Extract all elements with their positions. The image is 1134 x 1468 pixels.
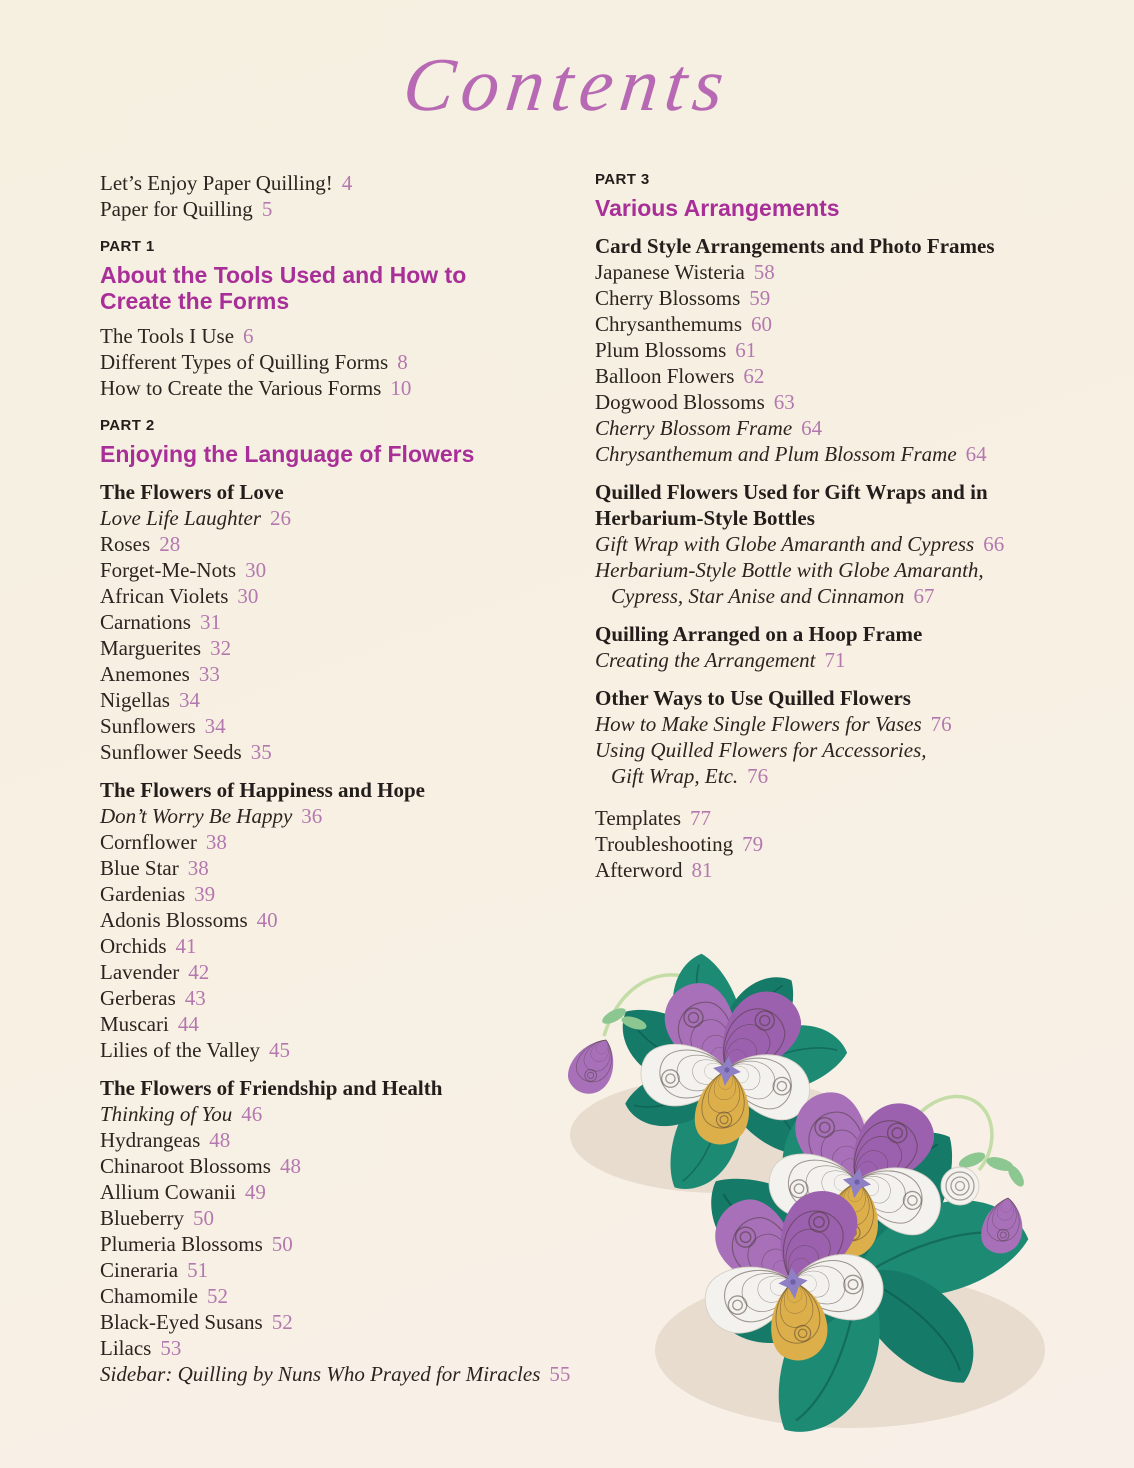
- page-number: 61: [735, 338, 757, 362]
- page-number: 4: [341, 171, 353, 195]
- toc-entry: [100, 323, 588, 349]
- toc-entry-label: Different Types of Quilling Forms: [100, 350, 389, 374]
- heading-line: The Flowers of Happiness and Hope: [100, 778, 425, 802]
- heading-line: Various Arrangements: [595, 195, 840, 221]
- toc-entry-label: Sunflower Seeds: [100, 740, 242, 764]
- toc-entry-label: Chinaroot Blossoms: [100, 1154, 271, 1178]
- toc-entry: [100, 959, 588, 985]
- heading-line: Create the Forms: [100, 288, 290, 314]
- toc-entry-label: Chrysanthemums: [595, 312, 742, 336]
- toc-entry-label: How to Make Single Flowers for Vases: [595, 712, 922, 736]
- page-number: 58: [753, 260, 775, 284]
- toc-entry: [100, 803, 588, 829]
- toc-entry-label: Lilacs: [100, 1336, 152, 1360]
- page-number: 30: [237, 584, 259, 608]
- toc-entry-label: Thinking of You: [100, 1102, 233, 1126]
- toc-entry-label: Afterword: [595, 858, 683, 882]
- page-number: 33: [198, 662, 220, 686]
- page-number: 38: [205, 830, 227, 854]
- toc-entry-label: Black-Eyed Susans: [100, 1310, 263, 1334]
- toc-subheading: [100, 1075, 588, 1101]
- page-number: 59: [749, 286, 771, 310]
- heading-line: Quilling Arranged on a Hoop Frame: [595, 622, 923, 646]
- heading-line: Other Ways to Use Quilled Flowers: [595, 686, 911, 710]
- toc-entry-label: Chamomile: [100, 1284, 198, 1308]
- toc-right-column: [595, 170, 1120, 883]
- toc-entry: [100, 1361, 588, 1387]
- toc-entry-label: Gift Wrap with Globe Amaranth and Cypress: [595, 532, 975, 556]
- toc-entry: [595, 337, 1120, 363]
- toc-entry: [100, 907, 588, 933]
- toc-entry: [100, 170, 588, 196]
- toc-section-heading: [595, 195, 1120, 221]
- page-number: 71: [824, 648, 846, 672]
- page-number: 79: [742, 832, 764, 856]
- toc-entry: [595, 831, 1120, 857]
- page-number: 38: [187, 856, 209, 880]
- page-number: 34: [178, 688, 200, 712]
- toc-entry: [100, 739, 588, 765]
- page-number: 28: [159, 532, 181, 556]
- toc-entry-label: Lilies of the Valley: [100, 1038, 260, 1062]
- toc-entry-label: Hydrangeas: [100, 1128, 201, 1152]
- toc-entry: [100, 985, 588, 1011]
- page-number: 60: [751, 312, 772, 336]
- toc-entry-label: Dogwood Blossoms: [595, 390, 765, 414]
- toc-entry: [595, 557, 1120, 609]
- page-number: 35: [250, 740, 272, 764]
- toc-entry: [100, 1179, 588, 1205]
- toc-entry: [595, 363, 1120, 389]
- page-number: 30: [245, 558, 267, 582]
- toc-entry: [100, 1127, 588, 1153]
- toc-left-column: [100, 170, 588, 1387]
- page-number: 44: [177, 1012, 199, 1036]
- toc-subheading: [595, 479, 1120, 531]
- page-number: 76: [930, 712, 952, 736]
- toc-subheading: [595, 685, 1120, 711]
- toc-entry-label: Plum Blossoms: [595, 338, 727, 362]
- page-number: 39: [194, 882, 216, 906]
- toc-entry-label: Don’t Worry Be Happy: [100, 804, 293, 828]
- toc-entry: [595, 647, 1120, 673]
- toc-entry-label: Blue Star: [100, 856, 179, 880]
- toc-entry-label: Anemones: [100, 662, 190, 686]
- toc-entry-label: Marguerites: [100, 636, 202, 660]
- toc-entry-label: The Tools I Use: [100, 324, 235, 348]
- page-number: 31: [199, 610, 221, 634]
- toc-entry: [100, 1101, 588, 1127]
- toc-entry: [100, 855, 588, 881]
- toc-entry-label: Carnations: [100, 610, 191, 634]
- toc-entry-label: Gift Wrap, Etc. 76: [611, 764, 769, 788]
- quilled-flowers-photo: [560, 950, 1134, 1468]
- toc-subheading: [100, 479, 588, 505]
- page-number: 32: [210, 636, 232, 660]
- toc-entry: [100, 1205, 588, 1231]
- toc-entry-label: Chrysanthemum and Plum Blossom Frame: [595, 442, 957, 466]
- page-number: 63: [773, 390, 795, 414]
- toc-entry-label: Love Life Laughter: [100, 506, 261, 530]
- heading-line: Herbarium-Style Bottles: [595, 506, 815, 530]
- page-number: 51: [187, 1258, 209, 1282]
- toc-subheading: [100, 777, 588, 803]
- toc-entry: [100, 713, 588, 739]
- heading-line: The Flowers of Love: [100, 480, 284, 504]
- toc-entry: [100, 349, 588, 375]
- heading-line: Quilled Flowers Used for Gift Wraps and in: [595, 480, 988, 504]
- page-number: 8: [397, 350, 408, 374]
- toc-entry: [100, 933, 588, 959]
- toc-part-label: PART 1: [100, 238, 155, 255]
- toc-section-heading: [100, 441, 588, 467]
- toc-entry: [100, 1011, 588, 1037]
- toc-entry-label: Plumeria Blossoms: [100, 1232, 263, 1256]
- toc-entry: [595, 805, 1120, 831]
- toc-entry-label: Gardenias: [100, 882, 186, 906]
- toc-entry-label: Let’s Enjoy Paper Quilling!: [100, 171, 333, 195]
- page-number: 5: [261, 197, 273, 221]
- toc-entry-label: Nigellas: [100, 688, 170, 712]
- toc-entry-label: Gerberas: [100, 986, 176, 1010]
- page-number: 10: [390, 376, 412, 400]
- page-number: 49: [244, 1180, 266, 1204]
- page-number: 67: [913, 584, 935, 608]
- toc-entry: [595, 311, 1120, 337]
- toc-entry-label: Balloon Flowers: [595, 364, 735, 388]
- page-number: 45: [269, 1038, 290, 1062]
- toc-entry-label: Allium Cowanii: [100, 1180, 236, 1204]
- page-number: 48: [279, 1154, 301, 1178]
- toc-entry-label: Cineraria: [100, 1258, 179, 1282]
- page-number: 76: [747, 764, 769, 788]
- page-number: 66: [983, 532, 1005, 556]
- page-number: 46: [241, 1102, 263, 1126]
- toc-entry-label: African Violets: [100, 584, 229, 608]
- toc-entry: [100, 635, 588, 661]
- toc-entry-label: Templates: [595, 806, 681, 830]
- toc-entry: [595, 441, 1120, 467]
- page-number: 34: [204, 714, 226, 738]
- toc-entry: [595, 415, 1120, 441]
- page-number: 50: [192, 1206, 214, 1230]
- toc-entry: [100, 1335, 588, 1361]
- toc-entry: [100, 687, 588, 713]
- page-number: 42: [188, 960, 210, 984]
- page-number: 41: [175, 934, 197, 958]
- toc-entry: [100, 505, 588, 531]
- toc-entry-label: Cherry Blossom Frame: [595, 416, 793, 440]
- toc-entry: [100, 583, 588, 609]
- page-number: 77: [690, 806, 711, 830]
- toc-entry: [595, 857, 1120, 883]
- page-number: 6: [243, 324, 254, 348]
- heading-line: Enjoying the Language of Flowers: [100, 441, 475, 467]
- toc-entry-label: Sidebar: Quilling by Nuns Who Prayed for Miracles: [100, 1362, 541, 1386]
- toc-entry-label: Forget-Me-Nots: [100, 558, 237, 582]
- toc-entry-label: Herbarium-Style Bottle with Globe Amaranth,: [595, 558, 984, 582]
- toc-entry-label: Using Quilled Flowers for Accessories,: [595, 738, 927, 762]
- page-number: 52: [207, 1284, 228, 1308]
- toc-entry: [595, 389, 1120, 415]
- toc-entry: [100, 1037, 588, 1063]
- toc-entry: [595, 737, 1120, 789]
- toc-entry: [100, 531, 588, 557]
- toc-entry-label: Sunflowers: [100, 714, 196, 738]
- page-number: 48: [209, 1128, 231, 1152]
- page-number: 43: [184, 986, 206, 1010]
- spacer: [595, 789, 1120, 805]
- toc-entry: [100, 375, 588, 401]
- page-number: 26: [270, 506, 291, 530]
- toc-entry: [100, 881, 588, 907]
- toc-entry-label: Blueberry: [100, 1206, 184, 1230]
- toc-entry-label: Japanese Wisteria: [595, 260, 745, 284]
- toc-entry-label: Muscari: [100, 1012, 169, 1036]
- toc-entry-label: Cherry Blossoms: [595, 286, 741, 310]
- toc-entry: [100, 661, 588, 687]
- page-number: 64: [801, 416, 823, 440]
- toc-entry-label: Creating the Arrangement: [595, 648, 816, 672]
- toc-subheading: [595, 621, 1120, 647]
- page-number: 53: [160, 1336, 182, 1360]
- toc-entry-label: Cornflower: [100, 830, 197, 854]
- toc-entry-label: Paper for Quilling: [100, 197, 253, 221]
- toc-entry-label: Lavender: [100, 960, 180, 984]
- toc-part-label: PART 3: [595, 171, 650, 188]
- toc-subheading: [595, 233, 1120, 259]
- page-number: 55: [549, 1362, 571, 1386]
- page-number: 50: [271, 1232, 293, 1256]
- toc-entry: [595, 531, 1120, 557]
- toc-entry: [595, 259, 1120, 285]
- toc-entry-label: Roses: [100, 532, 151, 556]
- heading-line: The Flowers of Friendship and Health: [100, 1076, 443, 1100]
- page-number: 62: [743, 364, 765, 388]
- page-number: 81: [691, 858, 713, 882]
- toc-entry-label: How to Create the Various Forms: [100, 376, 382, 400]
- toc-section-heading: [100, 262, 588, 314]
- toc-entry: [100, 1283, 588, 1309]
- toc-entry-label: Cypress, Star Anise and Cinnamon 67: [611, 584, 935, 608]
- page-number: 36: [301, 804, 323, 828]
- toc-entry: [100, 557, 588, 583]
- page-number: 52: [271, 1310, 293, 1334]
- toc-entry: [100, 829, 588, 855]
- page-number: 64: [965, 442, 987, 466]
- toc-entry: [100, 1231, 588, 1257]
- toc-entry: [100, 1309, 588, 1335]
- heading-line: About the Tools Used and How to: [100, 262, 467, 288]
- page-number: 40: [256, 908, 278, 932]
- toc-entry-label: Adonis Blossoms: [100, 908, 248, 932]
- heading-line: Card Style Arrangements and Photo Frames: [595, 234, 995, 258]
- toc-entry: [100, 196, 588, 222]
- toc-entry-label: Troubleshooting: [595, 832, 734, 856]
- page-title: Contents: [398, 43, 736, 127]
- toc-entry: [595, 711, 1120, 737]
- toc-entry: [595, 285, 1120, 311]
- toc-entry: [100, 1257, 588, 1283]
- toc-entry: [100, 1153, 588, 1179]
- toc-entry-label: Orchids: [100, 934, 167, 958]
- toc-entry: [100, 609, 588, 635]
- toc-part-label: PART 2: [100, 417, 155, 434]
